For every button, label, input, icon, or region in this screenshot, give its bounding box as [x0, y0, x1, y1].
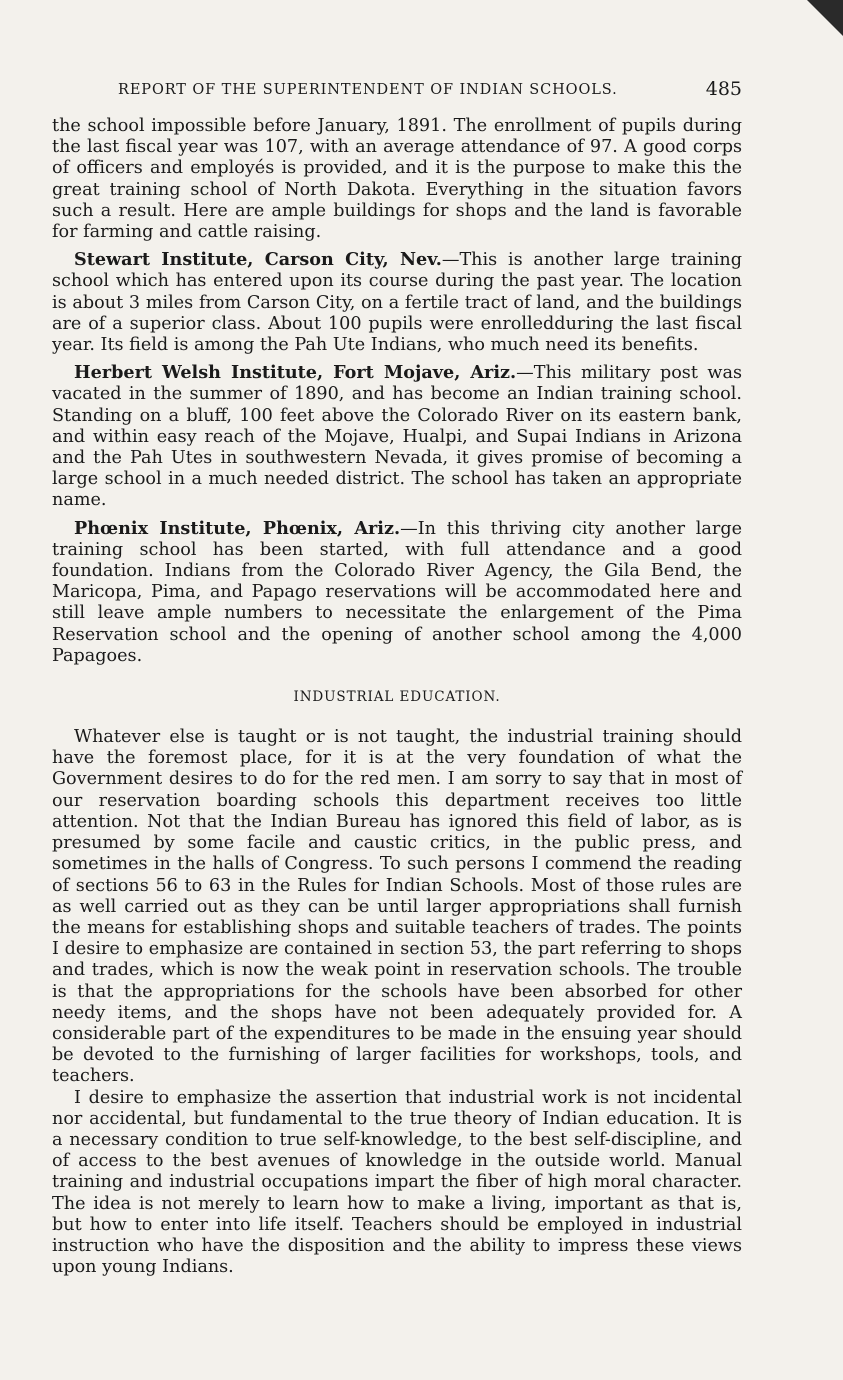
- paragraph-lead: Stewart Institute, Carson City, Nev.: [74, 249, 442, 271]
- header-title: REPORT OF THE SUPERINTENDENT OF INDIAN SCHOOLS.: [118, 82, 618, 98]
- paragraph-industrial-1: Whatever else is taught or is not taught, the industrial training should have the foremost place, for it is at the very foundation of what the Government desires to do for the red men. I am sorry to say that in most of our reservation boarding schools this department receives too little attention. Not that the Indian Bureau has ignored this field of labor, as is presumed by some facile and caustic critics, in the public press, and sometimes in the halls of Congress. To such persons I commend the reading of sections 56 to 63 in the Rules for Indian Schools. Most of those rules are as well carried out as they can be until larger appropriations shall furnish the means for establishing shops and suitable teachers of trades. The points I desire to emphasize are contained in section 53, the part referring to shops and trades, which is now the weak point in reservation schools. The trouble is that the appropriations for the schools have been absorbed for other needy items, and the shops have not been adequately provided for. A considerable part of the expenditures to be made in the ensuing year should be devoted to the furnishing of larger facilities for workshops, tools, and teachers.: [52, 727, 742, 1087]
- section-heading: INDUSTRIAL EDUCATION.: [293, 689, 501, 706]
- paragraph-text: the school impossible before January, 1891. The enrollment of pupils during the last fiscal year was 107, with an average attendance of 97. A good corps of officers and employés is provided, and it is the purpose to make this the great training school of North Dakota. Everything in the situation favors such a result. Here are ample buildings for shops and the land is favorable for farming and cattle raising.: [52, 116, 742, 243]
- paragraph-text: —In this thriving city another large training school has been started, with full attendance and a good foundation. Indians from the Colorado River Agency, the Gila Bend, the Maricopa, Pima, and Papago reservations will be accommodated here and still leave ample numbers to necessitate the enlargement of the Pima Reservation school and the opening of another school among the 4,000 Papagoes.: [52, 518, 742, 666]
- document-page: [52, 78, 742, 1278]
- paragraph-text: —This is another large training school which has entered upon its course during the past year. The location is about 3 miles from Carson City, on a fertile tract of land, and the buildings are of a superior class. About 100 pupils were enrolledduring the last fiscal year. Its field is among the Pah Ute Indians, who much need its benefits.: [52, 250, 742, 356]
- paragraph-lead: Herbert Welsh Institute, Fort Mojave, Ariz.: [74, 362, 517, 384]
- paragraph-text: —This military post was vacated in the summer of 1890, and has become an Indian training school. Standing on a bluff, 100 feet above the Colorado River on its eastern bank, and within easy reach of the Mojave, Hualpi, and Supai Indians in Arizona and the Pah Utes in southwestern Nevada, it gives promise of becoming a large school in a much needed district. The school has taken an appropriate name.: [52, 363, 742, 511]
- running-header: [52, 78, 742, 106]
- page-number: 485: [705, 78, 742, 100]
- paragraph-lead: Phœnix Institute, Phœnix, Ariz.: [74, 517, 401, 539]
- paragraph-industrial-2: I desire to emphasize the assertion that industrial work is not incidental nor accidental, but fundamental to the true theory of Indian education. It is a necessary condition to true self-knowledge, to the best self-discipline, and of access to the best avenues of knowledge in the outside world. Manual training and industrial occupations impart the fiber of high moral character. The idea is not merely to learn how to make a living, important as that is, but how to enter into life itself. Teachers should be employed in industrial instruction who have the disposition and the ability to impress these views upon young Indians.: [52, 1087, 742, 1278]
- paragraph-continuation: [52, 116, 742, 243]
- page-corner-shadow: [807, 0, 843, 36]
- paragraph-herbert-welsh-institute: [52, 362, 742, 511]
- paragraph-phoenix-institute: [52, 518, 742, 667]
- paragraph-stewart-institute: [52, 249, 742, 356]
